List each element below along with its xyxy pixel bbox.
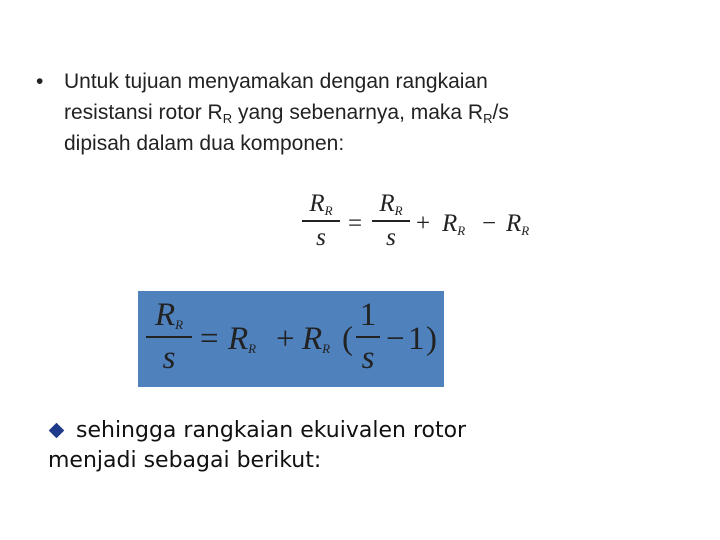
eq2-plus: +	[276, 321, 295, 357]
bullet-2-line-2: menjadi sebagai berikut:	[48, 448, 322, 473]
eq2-open-paren: (	[342, 321, 353, 357]
eq1-plus: +	[416, 210, 431, 237]
eq2-one: 1	[408, 321, 425, 357]
eq1-term-2: $R_R$	[442, 210, 466, 238]
eq2-lhs-fraction: $R_R$ s	[146, 297, 192, 377]
eq1-term-3: $R_R$	[506, 210, 530, 238]
diamond-bullet-icon	[49, 423, 65, 439]
eq2-equals: =	[200, 321, 219, 357]
bullet-text-1	[36, 66, 676, 159]
eq1-equals: =	[348, 210, 363, 237]
equation-1	[298, 190, 558, 262]
bullet-1-line-1: Untuk tujuan menyamakan dengan rangkaian	[64, 70, 488, 93]
eq1-lhs-fraction: $R_R$ s	[302, 190, 340, 252]
eq2-inner-fraction: 1 s	[356, 297, 380, 377]
bullet-text-2	[48, 416, 668, 476]
eq1-rhs-fraction: $R_R$ s	[372, 190, 410, 252]
bullet-1-line-2: resistansi rotor $R_R$ yang sebenarnya, maka $R_R/s$	[64, 101, 509, 126]
eq1-minus: −	[482, 210, 497, 237]
eq2-minus: −	[386, 321, 405, 357]
bullet-2-line-1: sehingga rangkaian ekuivalen rotor	[76, 418, 467, 443]
eq2-term-1: $R_R$	[228, 321, 257, 357]
equation-2-highlighted	[138, 291, 444, 387]
bullet-1-line-3: dipisah dalam dua komponen:	[64, 132, 345, 155]
bullet-dot: •	[36, 70, 44, 93]
eq2-close-paren: )	[426, 321, 437, 357]
eq2-term-2: $R_R$	[302, 321, 331, 357]
